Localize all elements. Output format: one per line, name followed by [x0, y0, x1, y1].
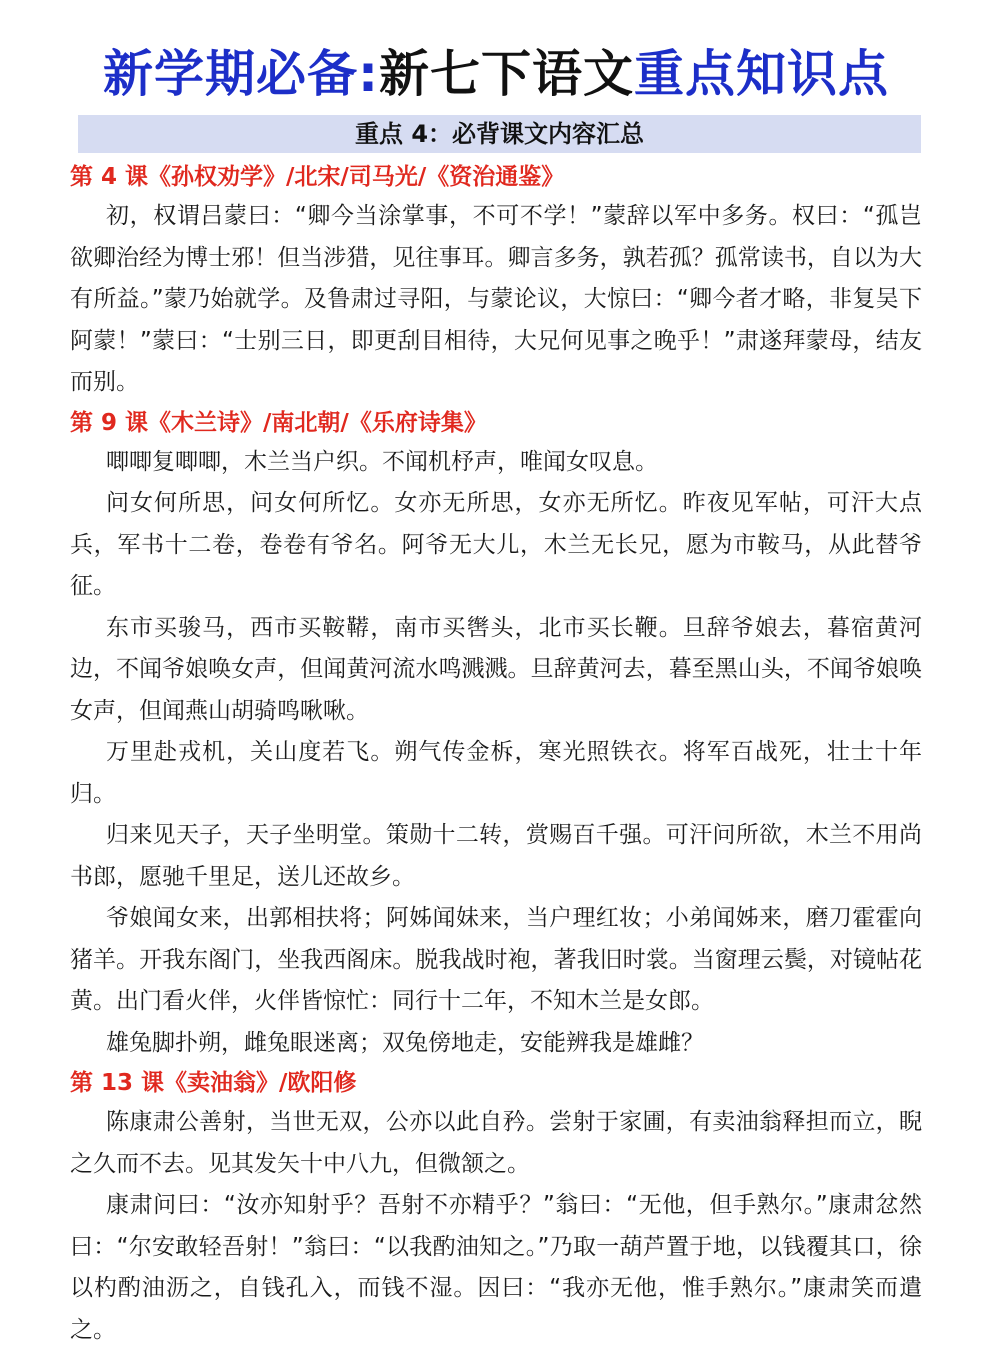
- lesson-paragraph: 问女何所思，问女何所忆。女亦无所思，女亦无所忆。昨夜见军帖，可汗大点兵，军书十二卷，卷卷有爷名。阿爷无大儿，木兰无长兄，愿为市鞍马，从此替爷征。: [70, 490, 922, 599]
- lesson-paragraph: 东市买骏马，西市买鞍鞯，南市买辔头，北市买长鞭。旦辞爷娘去，暮宿黄河边，不闻爷娘唤女声，但闻黄河流水鸣溅溅。旦辞黄河去，暮至黑山头，不闻爷娘唤女声，但闻燕山胡骑鸣啾啾。: [70, 614, 922, 724]
- lesson-section: [70, 1064, 922, 1351]
- lesson-paragraph: 康肃问曰：“汝亦知射乎？吾射不亦精乎？”翁曰：“无他，但手熟尔。”康肃忿然曰：“尔安敢轻吾射！”翁曰：“以我酌油知之。”乃取一葫芦置于地，以钱覆其口，徐以杓酌油沥之，自钱孔入，而钱不湿。因曰：“我亦无他，惟手熟尔。”康肃笑而遣之。: [70, 1192, 922, 1343]
- lesson-heading: 第 13 课《卖油翁》/欧阳修: [70, 1070, 357, 1096]
- lesson-section: [70, 158, 922, 404]
- lesson-section: [70, 404, 922, 1065]
- lesson-heading: 第 9 课《木兰诗》/南北朝/《乐府诗集》: [70, 409, 487, 436]
- title-part-3: 重点知识点: [634, 45, 889, 103]
- lesson-paragraph: 陈康肃公善射，当世无双，公亦以此自矜。尝射于家圃，有卖油翁释担而立，睨之久而不去。见其发矢十中八九，但微颔之。: [70, 1109, 922, 1177]
- lesson-paragraph: 爷娘闻女来，出郭相扶将；阿姊闻妹来，当户理红妆；小弟闻姊来，磨刀霍霍向猪羊。开我东阁门，坐我西阁床。脱我战时袍，著我旧时裳。当窗理云鬓，对镜帖花黄。出门看火伴，火伴皆惊忙：同行十二年，不知木兰是女郎。: [70, 905, 922, 1014]
- lesson-paragraph: 归来见天子，天子坐明堂。策勋十二转，赏赐百千强。可汗问所欲，木兰不用尚书郎，愿驰千里足，送儿还故乡。: [70, 822, 922, 890]
- lesson-paragraph: 初，权谓吕蒙曰：“卿今当涂掌事，不可不学！”蒙辞以军中多务。权曰：“孤岂欲卿治经为博士邪！但当涉猎，见往事耳。卿言多务，孰若孤？孤常读书，自以为大有所益。”蒙乃始就学。及鲁肃过寻阳，与蒙论议，大惊曰：“卿今者才略，非复吴下阿蒙！”蒙曰：“士别三日，即更刮目相待，大兄何见事之晚乎！”肃遂拜蒙母，结友而别。: [70, 203, 922, 395]
- lesson-paragraph: 雄兔脚扑朔，雌兔眼迷离；双兔傍地走，安能辨我是雄雌？: [106, 1029, 704, 1056]
- section-banner: 重点 4：必背课文内容汇总: [78, 115, 921, 153]
- lesson-paragraph: 万里赴戎机，关山度若飞。朔气传金柝，寒光照铁衣。将军百战死，壮士十年归。: [70, 739, 922, 807]
- title-part-1: 新学期必备:: [103, 45, 379, 103]
- lesson-heading: 第 4 课《孙权劝学》/北宋/司马光/《资治通鉴》: [70, 164, 565, 190]
- page-title: [0, 38, 992, 110]
- title-part-2: 新七下语文: [379, 45, 634, 103]
- content-body: [70, 158, 922, 1351]
- lesson-paragraph: 唧唧复唧唧，木兰当户织。不闻机杼声，唯闻女叹息。: [106, 448, 658, 475]
